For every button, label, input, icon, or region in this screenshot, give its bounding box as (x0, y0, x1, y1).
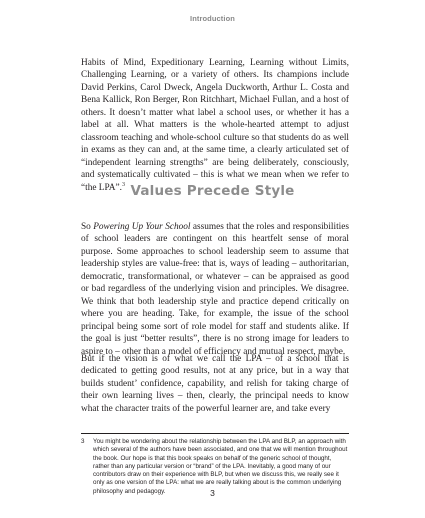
running-head: Introduction (190, 14, 235, 23)
body-paragraph-3: But if the vision is of what we call the LPA – of a school that is dedicated to getting good results, not at any price, but in a way that builds student’ confidence, capability, and relish for taking charge of their own learning lives – then, clearly, the principal needs to know what the character traits of the powerful learner are, and take every (81, 354, 349, 414)
section-heading: Values Precede Style (130, 183, 295, 199)
page-number: 3 (210, 488, 215, 498)
body-paragraph-2 (81, 221, 349, 358)
footnote-text: You might be wondering about the relationship between the LPA and BLP, an approach with which several of the authors have been associated, and one that we will mention throughout the book. Our hope is that this book speaks on behalf of the generic school of thought, rather than any particular version or “brand” of the LPA. Inevitably, a good many of our contributors draw on their experience with BLP, but when we discuss this, we really see it only as one version of the LPA: what we are really talking about is the common underlying philosophy and pedagogy. (93, 438, 348, 495)
book-title: Powering Up Your School (93, 222, 191, 232)
body-paragraph-1 (81, 57, 349, 194)
footnote-divider (81, 433, 349, 434)
paragraph-1-text: Habits of Mind, Expeditionary Learning, Learning without Limits, Challenging Learning, or a variety of others. Its champions include David Perkins, Carol Dweck, Angela Duckworth, Arthur L. Costa and Bena Kallick, Ron Berger, Ron Ritchhart, Michael Fullan, and a host of others. It doesn’t matter what label a school uses, or whether it has a label at all. What matters is the whole-hearted attempt to adjust classroom teaching and whole-school culture so that students do as well in exams as they can and, at the same time, a clearly articulated set of “independent learning strengths” are being deliberately, consciously, and systematically cultivated – this is what we mean when we refer to “the LPA”. (81, 58, 349, 193)
footnote-number: 3 (81, 438, 85, 445)
footnote-reference[interactable]: 3 (121, 181, 125, 188)
paragraph-2-text: assumes that the roles and responsibilities of school leaders are contingent on this heartfelt sense of moral purpose. Some approaches to school leadership seem to assume that leadership styles are value-free: that is, ways of leading – authoritarian, democratic, transformational, or whatever – can be appraised as good or bad regardless of the underlying vision and principles. We disagree. We think that both leadership style and practice depend critically on where you are heading. Take, for example, the issue of the school principal being some sort of role model for staff and students alike. If the goal is just “better results”, there is no strong image for leaders to aspire to – other than a model of efficiency and mutual respect, maybe. (81, 222, 349, 357)
paragraph-2-lead: So (81, 222, 94, 232)
